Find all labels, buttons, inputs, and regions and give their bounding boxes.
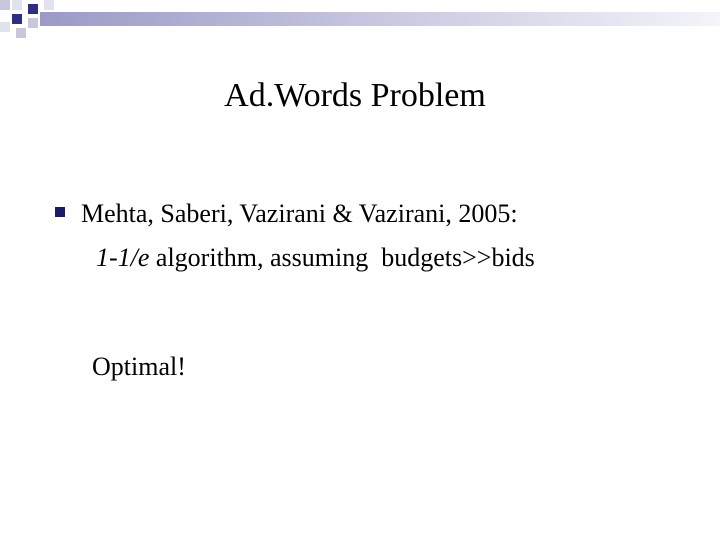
ratio-expression: 1-1/e <box>96 243 150 272</box>
square-bullet-icon <box>55 207 65 217</box>
slide-title: Ad.Words Problem <box>224 77 486 114</box>
bullet-line-authors: Mehta, Saberi, Vazirani & Vazirani, 2005: <box>81 199 518 228</box>
header-square <box>0 22 10 32</box>
header-square <box>12 14 22 24</box>
header-square <box>44 0 54 10</box>
optimal-note: Optimal! <box>92 352 186 381</box>
bullet-line-algorithm <box>96 242 535 274</box>
header-gradient-bar <box>40 12 720 26</box>
header-square <box>16 28 26 38</box>
header-square <box>0 0 10 10</box>
header-square <box>28 18 38 28</box>
header-square <box>28 4 38 14</box>
header-square <box>12 0 22 10</box>
header-decoration <box>0 0 720 40</box>
algorithm-description: algorithm, assuming budgets>>bids <box>149 243 535 272</box>
